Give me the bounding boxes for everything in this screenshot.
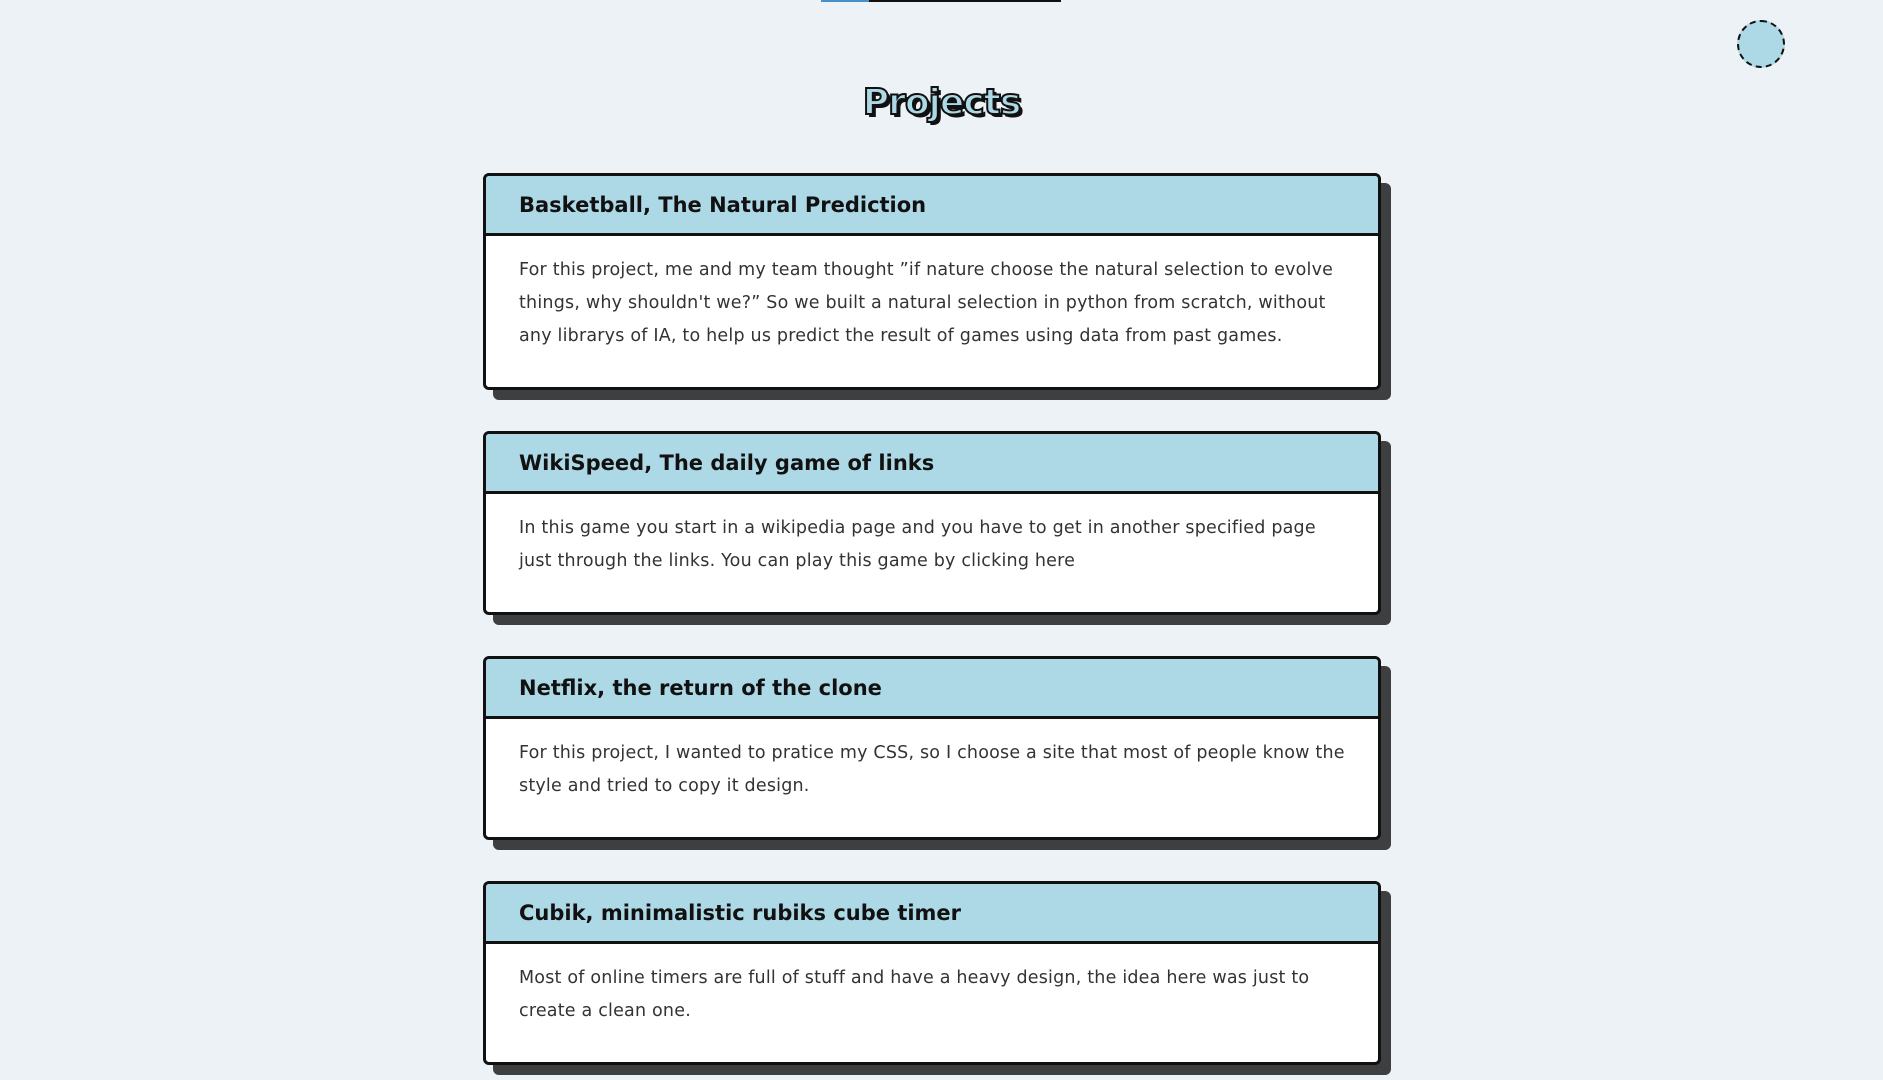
project-title: Cubik, minimalistic rubiks cube timer: [519, 900, 962, 925]
project-list: [483, 173, 1381, 1080]
theme-toggle-button[interactable]: [1737, 20, 1785, 68]
project-description: For this project, me and my team thought ”if nature choose the natural selection to evolve things, why shouldn't we?” So we built a natural selection in python from scratch, without any librarys of IA, to help us predict the result of games using data from past games.: [519, 260, 1334, 346]
project-card-netflix: [483, 656, 1381, 840]
project-description: For this project, I wanted to pratice my CSS, so I choose a site that most of people know the style and tried to copy it design.: [519, 743, 1345, 796]
project-card-header: [486, 659, 1378, 719]
scroll-progress-bar: [821, 0, 1061, 2]
project-card-header: [486, 884, 1378, 944]
project-card-cubik: [483, 881, 1381, 1065]
project-title: Netflix, the return of the clone: [519, 675, 882, 700]
project-card-header: [486, 176, 1378, 236]
project-description: Most of online timers are full of stuff and have a heavy design, the idea here was just to create a clean one.: [519, 968, 1310, 1021]
project-card-wikispeed: [483, 431, 1381, 615]
scroll-progress-fill: [821, 0, 869, 2]
project-title: WikiSpeed, The daily game of links: [519, 450, 935, 475]
project-card-basketball: [483, 173, 1381, 390]
project-title: Basketball, The Natural Prediction: [519, 192, 927, 217]
project-card-header: [486, 434, 1378, 494]
page-title: Projects: [862, 82, 1021, 123]
project-description: In this game you start in a wikipedia page and you have to get in another specified page just through the links. You can play this game by clicking here: [519, 518, 1316, 571]
